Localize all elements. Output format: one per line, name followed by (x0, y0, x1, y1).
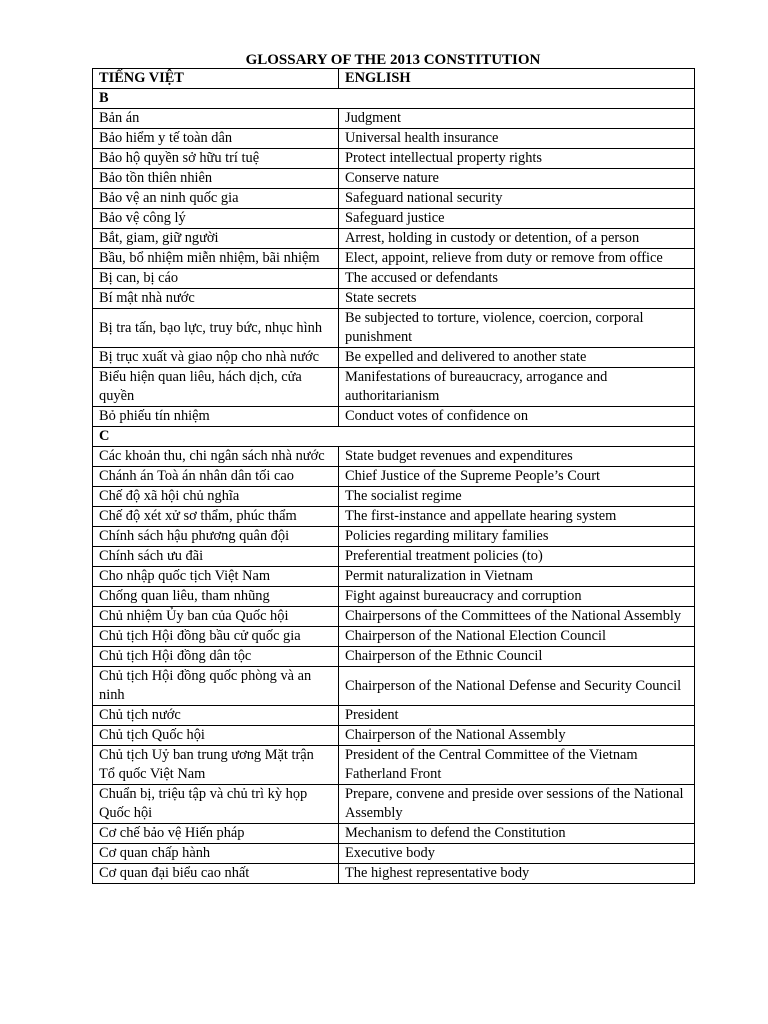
vietnamese-term: Bảo tồn thiên nhiên (93, 169, 339, 189)
english-term: State secrets (339, 289, 695, 309)
table-row (93, 627, 695, 647)
vietnamese-term: Cơ quan chấp hành (93, 844, 339, 864)
english-term: Be expelled and delivered to another state (339, 348, 695, 368)
vietnamese-term: Bầu, bổ nhiệm miễn nhiệm, bãi nhiệm (93, 249, 339, 269)
english-term: The socialist regime (339, 487, 695, 507)
english-term: Protect intellectual property rights (339, 149, 695, 169)
section-row (93, 427, 695, 447)
table-row (93, 567, 695, 587)
english-term: Fight against bureaucracy and corruption (339, 587, 695, 607)
table-row (93, 587, 695, 607)
glossary-table (92, 68, 695, 884)
vietnamese-term: Bảo vệ an ninh quốc gia (93, 189, 339, 209)
table-row (93, 149, 695, 169)
vietnamese-term: Chánh án Toà án nhân dân tối cao (93, 467, 339, 487)
vietnamese-term: Bỏ phiếu tín nhiệm (93, 407, 339, 427)
table-row (93, 249, 695, 269)
glossary-body (93, 89, 695, 884)
table-row (93, 647, 695, 667)
english-term: Preferential treatment policies (to) (339, 547, 695, 567)
table-header-row (93, 69, 695, 89)
vietnamese-term: Các khoản thu, chi ngân sách nhà nước (93, 447, 339, 467)
vietnamese-term: Chủ nhiệm Ủy ban của Quốc hội (93, 607, 339, 627)
english-term: Arrest, holding in custody or detention, of a person (339, 229, 695, 249)
vietnamese-term: Chế độ xét xử sơ thẩm, phúc thẩm (93, 507, 339, 527)
english-term: President of the Central Committee of the Vietnam Fatherland Front (339, 746, 695, 785)
table-row (93, 368, 695, 407)
vietnamese-term: Cho nhập quốc tịch Việt Nam (93, 567, 339, 587)
section-row (93, 89, 695, 109)
english-term: Policies regarding military families (339, 527, 695, 547)
table-row (93, 726, 695, 746)
vietnamese-term: Chuẩn bị, triệu tập và chủ trì kỳ họp Quốc hội (93, 785, 339, 824)
english-term: Chairperson of the Ethnic Council (339, 647, 695, 667)
english-term: Chairperson of the National Assembly (339, 726, 695, 746)
table-row (93, 209, 695, 229)
page-title: GLOSSARY OF THE 2013 CONSTITUTION (245, 52, 541, 68)
vietnamese-term: Chủ tịch Quốc hội (93, 726, 339, 746)
english-term: Manifestations of bureaucracy, arrogance and authoritarianism (339, 368, 695, 407)
vietnamese-term: Cơ chế bảo vệ Hiến pháp (93, 824, 339, 844)
table-row (93, 864, 695, 884)
english-term: Mechanism to defend the Constitution (339, 824, 695, 844)
table-row (93, 487, 695, 507)
english-term: Prepare, convene and preside over sessions of the National Assembly (339, 785, 695, 824)
english-term: Permit naturalization in Vietnam (339, 567, 695, 587)
table-row (93, 109, 695, 129)
table-row (93, 269, 695, 289)
english-term: Chairperson of the National Election Council (339, 627, 695, 647)
vietnamese-term: Bảo vệ công lý (93, 209, 339, 229)
table-row (93, 785, 695, 824)
vietnamese-term: Chống quan liêu, tham nhũng (93, 587, 339, 607)
english-term: Executive body (339, 844, 695, 864)
english-term: Universal health insurance (339, 129, 695, 149)
vietnamese-term: Cơ quan đại biểu cao nhất (93, 864, 339, 884)
english-term: The highest representative body (339, 864, 695, 884)
vietnamese-term: Chính sách hậu phương quân đội (93, 527, 339, 547)
english-term: State budget revenues and expenditures (339, 447, 695, 467)
table-row (93, 527, 695, 547)
english-term: The accused or defendants (339, 269, 695, 289)
table-row (93, 348, 695, 368)
table-row (93, 447, 695, 467)
vietnamese-term: Bị tra tấn, bạo lực, truy bức, nhục hình (93, 309, 339, 348)
table-row (93, 229, 695, 249)
table-row (93, 824, 695, 844)
english-term: The first-instance and appellate hearing system (339, 507, 695, 527)
table-row (93, 129, 695, 149)
table-row (93, 706, 695, 726)
english-term: Chairpersons of the Committees of the National Assembly (339, 607, 695, 627)
column-header-english: ENGLISH (339, 69, 695, 89)
english-term: Be subjected to torture, violence, coercion, corporal punishment (339, 309, 695, 348)
section-letter: C (93, 427, 695, 447)
table-row (93, 746, 695, 785)
table-row (93, 607, 695, 627)
vietnamese-term: Chủ tịch Hội đồng bầu cử quốc gia (93, 627, 339, 647)
table-row (93, 844, 695, 864)
column-header-vietnamese: TIẾNG VIỆT (93, 69, 339, 89)
vietnamese-term: Bản án (93, 109, 339, 129)
vietnamese-term: Chủ tịch Hội đồng quốc phòng và an ninh (93, 667, 339, 706)
vietnamese-term: Chủ tịch nước (93, 706, 339, 726)
english-term: Chief Justice of the Supreme People’s Court (339, 467, 695, 487)
vietnamese-term: Bảo hộ quyền sở hữu trí tuệ (93, 149, 339, 169)
vietnamese-term: Bí mật nhà nước (93, 289, 339, 309)
vietnamese-term: Biểu hiện quan liêu, hách dịch, cửa quyền (93, 368, 339, 407)
table-row (93, 467, 695, 487)
section-letter: B (93, 89, 695, 109)
vietnamese-term: Bảo hiểm y tế toàn dân (93, 129, 339, 149)
table-row (93, 189, 695, 209)
english-term: Safeguard national security (339, 189, 695, 209)
english-term: President (339, 706, 695, 726)
vietnamese-term: Bị trục xuất và giao nộp cho nhà nước (93, 348, 339, 368)
table-row (93, 507, 695, 527)
vietnamese-term: Chủ tịch Uỷ ban trung ương Mặt trận Tổ quốc Việt Nam (93, 746, 339, 785)
vietnamese-term: Bị can, bị cáo (93, 269, 339, 289)
english-term: Conserve nature (339, 169, 695, 189)
table-row (93, 667, 695, 706)
english-term: Conduct votes of confidence on (339, 407, 695, 427)
english-term: Elect, appoint, relieve from duty or remove from office (339, 249, 695, 269)
table-row (93, 309, 695, 348)
english-term: Chairperson of the National Defense and Security Council (339, 667, 695, 706)
vietnamese-term: Chủ tịch Hội đồng dân tộc (93, 647, 339, 667)
table-row (93, 547, 695, 567)
vietnamese-term: Chế độ xã hội chủ nghĩa (93, 487, 339, 507)
table-row (93, 169, 695, 189)
table-row (93, 289, 695, 309)
table-row (93, 407, 695, 427)
english-term: Judgment (339, 109, 695, 129)
vietnamese-term: Chính sách ưu đãi (93, 547, 339, 567)
english-term: Safeguard justice (339, 209, 695, 229)
vietnamese-term: Bắt, giam, giữ người (93, 229, 339, 249)
